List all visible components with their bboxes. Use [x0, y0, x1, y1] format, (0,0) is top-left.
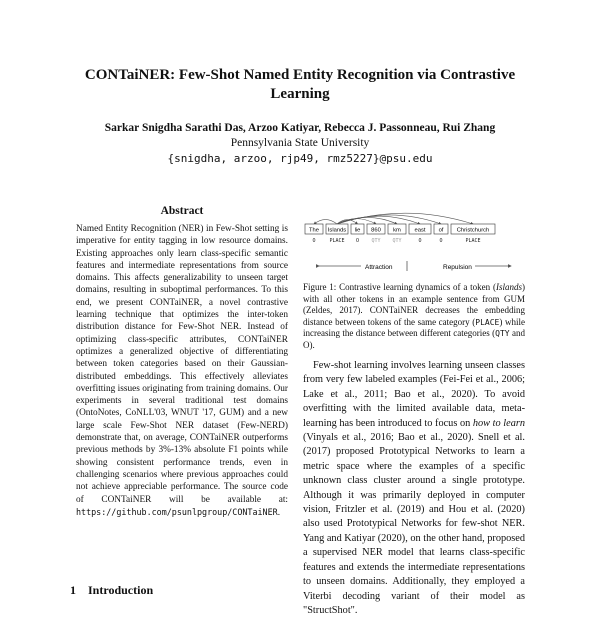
caption-tag-qty: QTY: [495, 329, 510, 339]
token-tag: O: [439, 238, 443, 244]
code-url: https://github.com/psunlpgroup/CONTaiNER: [76, 506, 278, 517]
token-text: east: [414, 227, 426, 234]
title-line-1: CONTaiNER: Few-Shot Named Entity Recognition via Contrastive: [84, 67, 516, 83]
figure-1-caption: [303, 282, 525, 352]
token-text: The: [309, 227, 319, 234]
paper-title: [40, 66, 560, 104]
intro-paragraph: [303, 359, 525, 618]
token-tag: O: [418, 238, 422, 244]
author-list: Sarkar Snigdha Sarathi Das, Arzoo Katiyar, Rebecca J. Passonneau, Rui Zhang: [104, 122, 496, 134]
intro-text: (Vinyals et al., 2016; Bao et al., 2020). Snell et al. (2017) proposed Prototypical Networks to learn a metric space where the examples of a specific unknown class cluster around a single prototype. Although it was primarily deployed in computer vision, Fritzler et al. (2019) and Hou et al. (2020) also used Prototypical Networks for few-shot NER. Yang and Katiyar (2020), on the other hand, proposed a supervised NER model that learns class-specific features and extends the intermediate representations to unseen domains. Additionally, they employed a Viterbi decoding variant of their model as "StructShot".: [303, 432, 526, 616]
token-text: 860: [371, 227, 381, 234]
intro-emphasis: how to learn: [472, 417, 526, 429]
abstract-text: Named Entity Recognition (NER) in Few-Shot setting is imperative for entity tagging in low resource domains. Existing approaches only learn class-specific semantic features and intermediate representations from source domains. This affects generalizability to unseen target domains, resulting in suboptimal performances. To this end, we present CONTaiNER, a novel contrastive learning technique that optimizes the inter-token distribution distance for Few-Shot NER. Instead of optimizing class-specific attributes, CONTaiNER optimizes a generalized objective of differentiating between token categories based on their Gaussian-distributed embeddings. This effectively alleviates overfitting issues originating from training domains. Our experiments in several traditional test domains (OntoNotes, CoNLL'03, WNUT '17, GUM) and a new large scale Few-Shot NER dataset (Few-NERD) demonstrate that, on average, CONTaiNER outperforms previous methods by 3%-13% absolute F1 points while showing consistent performance trends, even in challenging scenarios where previous approaches could not achieve appreciable performance. The source code of CONTaiNER will be available at:: [76, 224, 288, 505]
token-tag: PLACE: [329, 238, 345, 244]
repulsion-label: Repulsion: [443, 264, 472, 271]
intro-text: Few-shot learning involves learning unseen classes from very few labeled examples (Fei-Fei et al., 2006; Lake et al., 2011; Bao et al., 2020). To avoid overfitting with the limited available data, meta-learning has been introduced to focus on: [303, 360, 525, 429]
caption-part: ) while increasing the distance between different categories (: [303, 316, 525, 339]
token-tag: QTY: [392, 238, 402, 244]
attraction-label: Attraction: [365, 264, 393, 271]
token-tag: O: [355, 238, 360, 244]
section-title: Introduction: [88, 583, 154, 597]
title-line-2: Learning: [270, 86, 330, 102]
abstract-end: .: [277, 507, 281, 518]
token-text: lie: [354, 227, 361, 234]
token-text: Christchurch: [456, 227, 490, 234]
caption-emphasis: Islands: [495, 282, 522, 292]
section-number: 1: [70, 583, 76, 597]
section-heading-introduction: [70, 583, 153, 598]
affiliation: Pennsylvania State University: [230, 137, 370, 149]
abstract-heading: Abstract: [160, 205, 204, 217]
caption-part: ) with all other tokens in an example sentence from GUM (Zeldes, 2017). CONTaiNER decreases the embedding distance between tokens of the same category (: [303, 282, 525, 327]
figure-1-diagram: [303, 208, 525, 278]
token-text: km: [393, 227, 401, 234]
token-tag: PLACE: [465, 238, 481, 244]
token-text: Islands: [327, 227, 347, 234]
contrast-arc: [337, 213, 473, 224]
abstract-body: [76, 223, 288, 519]
contrast-arc: [314, 220, 337, 224]
caption-part: Figure 1: Contrastive learning dynamics of a token (: [303, 282, 496, 292]
author-emails: {snigdha, arzoo, rjp49, rmz5227}@psu.edu: [167, 152, 433, 165]
caption-tag-place: PLACE: [475, 317, 500, 327]
token-text: of: [438, 227, 444, 234]
caption-part: and O).: [303, 328, 526, 350]
token-tag: O: [312, 238, 316, 244]
token-tag: QTY: [371, 238, 381, 244]
